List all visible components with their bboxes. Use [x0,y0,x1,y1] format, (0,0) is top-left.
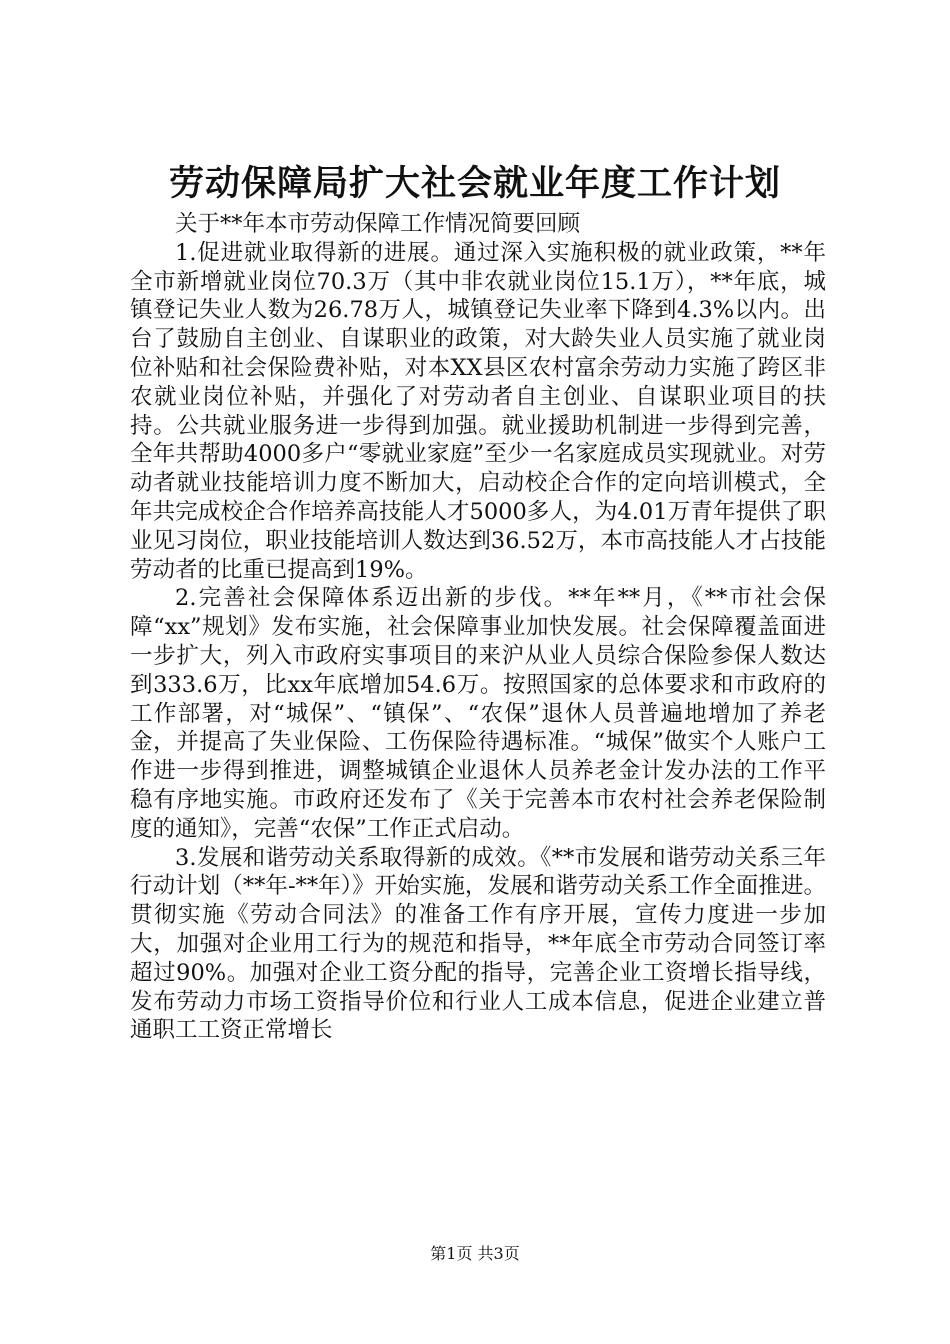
page-footer: 第1页 共3页 [430,1244,520,1263]
paragraph-social-security: 2.完善社会保障体系迈出新的步伐。**年**月，《**市社会保障“xx”规划》发布实施，社会保障事业加快发展。社会保障覆盖面进一步扩大，列入市政府实事项目的来沪从业人员综合保险参保人数达到333.6万，比xx年底增加54.6万。按照国家的总体要求和市政府的工作部署，对“城保”、“镇保”、“农保”退休人员普遍地增加了养老金，并提高了失业保险、工伤保险待遇标准。“城保”做实个人账户工作进一步得到推进，调整城镇企业退休人员养老金计发办法的工作平稳有序地实施。市政府还发布了《关于完善本市农村社会养老保险制度的通知》，完善“农保”工作正式启动。 [130,585,826,842]
document-title: 劳动保障局扩大社会就业年度工作计划 [168,163,781,204]
intro-paragraph: 关于**年本市劳动保障工作情况简要回顾 [175,211,581,237]
paragraph-employment: 1.促进就业取得新的进展。通过深入实施积极的就业政策，**年全市新增就业岗位70.3万（其中非农就业岗位15.1万），**年底，城镇登记失业人数为26.78万人，城镇登记失业率下降到4.3%以内。出台了鼓励自主创业、自谋职业的政策，对大龄失业人员实施了就业岗位补贴和社会保险费补贴，对本XX县区农村富余劳动力实施了跨区非农就业岗位补贴，并强化了对劳动者自主创业、自谋职业项目的扶持。公共就业服务进一步得到加强。就业援助机制进一步得到完善，全年共帮助4000多户“零就业家庭”至少一名家庭成员实现就业。对劳动者就业技能培训力度不断加大，启动校企合作的定向培训模式，全年共完成校企合作培养高技能人才5000多人，为4.01万青年提供了职业见习岗位，职业技能培训人数达到36.52万，本市高技能人才占技能劳动者的比重已提高到19%。 [130,239,826,583]
paragraph-labor-relations: 3.发展和谐劳动关系取得新的成效。《**市发展和谐劳动关系三年行动计划（**年-**年）》开始实施，发展和谐劳动关系工作全面推进。贯彻实施《劳动合同法》的准备工作有序开展，宣传力度进一步加大，加强对企业用工行为的规范和指导，**年底全市劳动合同签订率超过90%。加强对企业工资分配的指导，完善企业工资增长指导线，发布劳动力市场工资指导价位和行业人工成本信息，促进企业建立普通职工工资正常增长 [130,844,826,1044]
document-body [130,210,826,1045]
